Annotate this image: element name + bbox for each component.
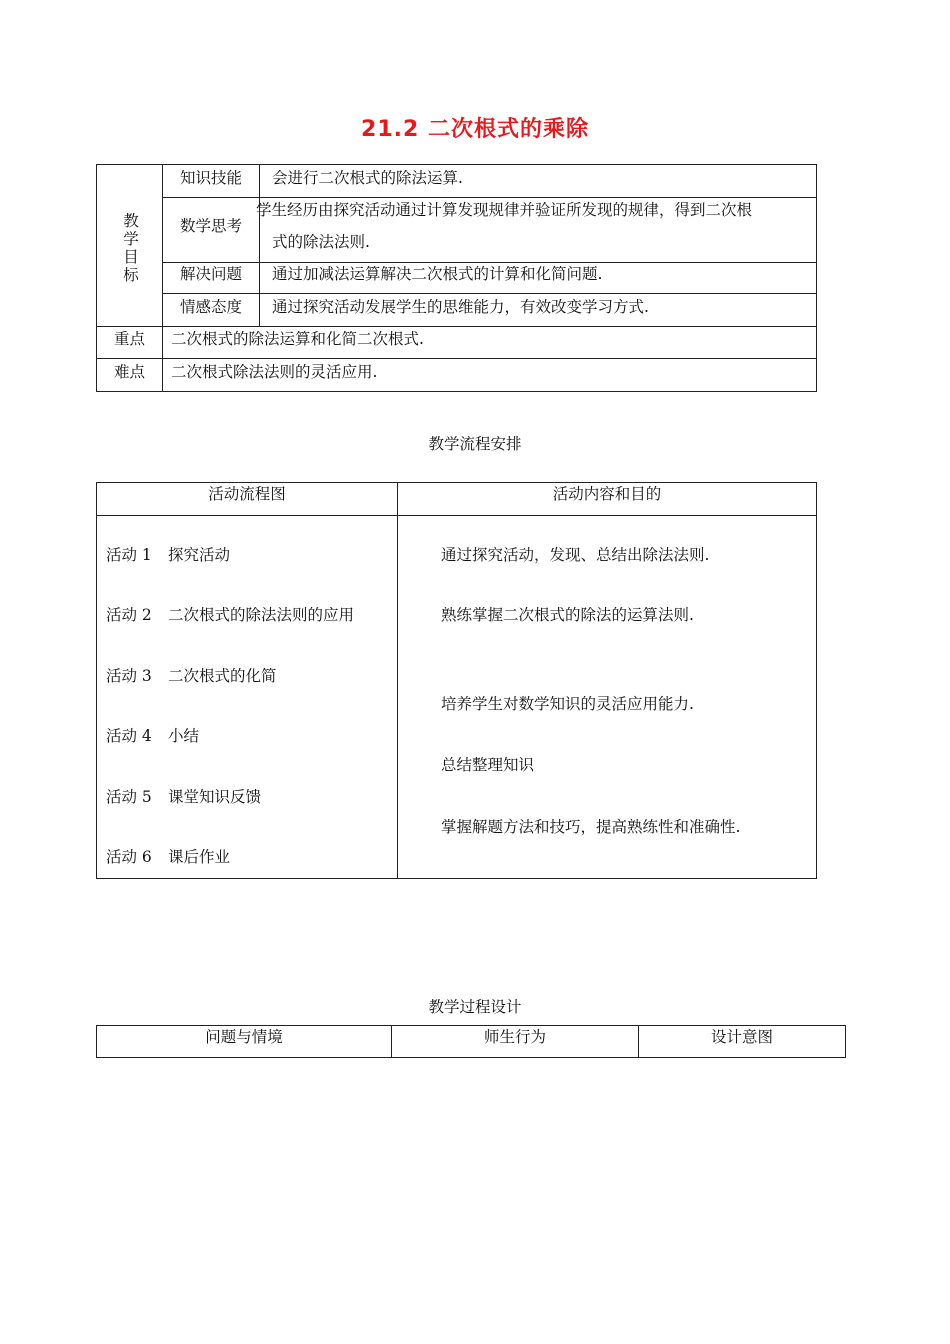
activity-name: 课堂知识反馈 [168,788,262,806]
flow-activities-cell [96,515,398,879]
key-point-label: 重点 [113,330,145,348]
objective-content: 会进行二次根式的除法运算. [272,169,463,187]
design-heading: 教学过程设计 [428,998,522,1016]
page-title: 21.2 二次根式的乘除 [361,117,589,142]
difficulty-content: 二次根式除法法则的灵活应用. [171,363,378,381]
objectives-side-label-char: 学 [123,230,139,248]
flow-heading: 教学流程安排 [428,435,522,453]
activity-name: 小结 [168,727,200,745]
activity-name: 二次根式的除法法则的应用 [168,606,355,624]
objective-label: 知识技能 [180,169,243,187]
activity-goal: 培养学生对数学知识的灵活应用能力. [441,695,694,713]
activity-name: 探究活动 [168,546,231,564]
design-col-header: 设计意图 [710,1028,773,1046]
activity-number: 活动 2 [106,606,152,624]
objective-content: 通过加减法运算解决二次根式的计算和化简问题. [272,265,603,283]
design-col-header: 师生行为 [483,1028,546,1046]
flow-col1-header: 活动流程图 [208,485,286,503]
objective-content-line2: 式的除法法则. [272,233,370,251]
activity-number: 活动 3 [106,667,152,685]
difficulty-label: 难点 [113,363,145,381]
activity-number: 活动 1 [106,546,152,564]
objectives-side-label-char: 目 [123,248,139,266]
activity-name: 课后作业 [168,848,231,866]
activity-goal: 通过探究活动，发现、总结出除法法则. [441,546,710,564]
activity-number: 活动 5 [106,788,152,806]
activity-name: 二次根式的化简 [168,667,277,685]
objectives-side-label-char: 标 [123,266,139,284]
objective-label: 解决问题 [180,265,243,283]
flow-col2-header: 活动内容和目的 [552,485,662,503]
activity-goal: 掌握解题方法和技巧，提高熟练性和准确性. [441,818,741,836]
objective-content: 通过探究活动发展学生的思维能力，有效改变学习方式. [272,298,649,316]
activity-number: 活动 6 [106,848,152,866]
activity-goal: 熟练掌握二次根式的除法的运算法则. [441,606,694,624]
activity-goal: 总结整理知识 [441,756,535,774]
key-point-content: 二次根式的除法运算和化简二次根式. [171,330,424,348]
objective-content-line1: 学生经历由探究活动通过计算发现规律并验证所发现的规律，得到二次根 [256,201,753,219]
activity-number: 活动 4 [106,727,152,745]
design-col-header: 问题与情境 [205,1028,283,1046]
objective-label: 数学思考 [180,217,243,235]
objective-label: 情感态度 [180,298,243,316]
objectives-side-label-char: 教 [123,212,139,230]
objectives-side-label [121,212,141,284]
